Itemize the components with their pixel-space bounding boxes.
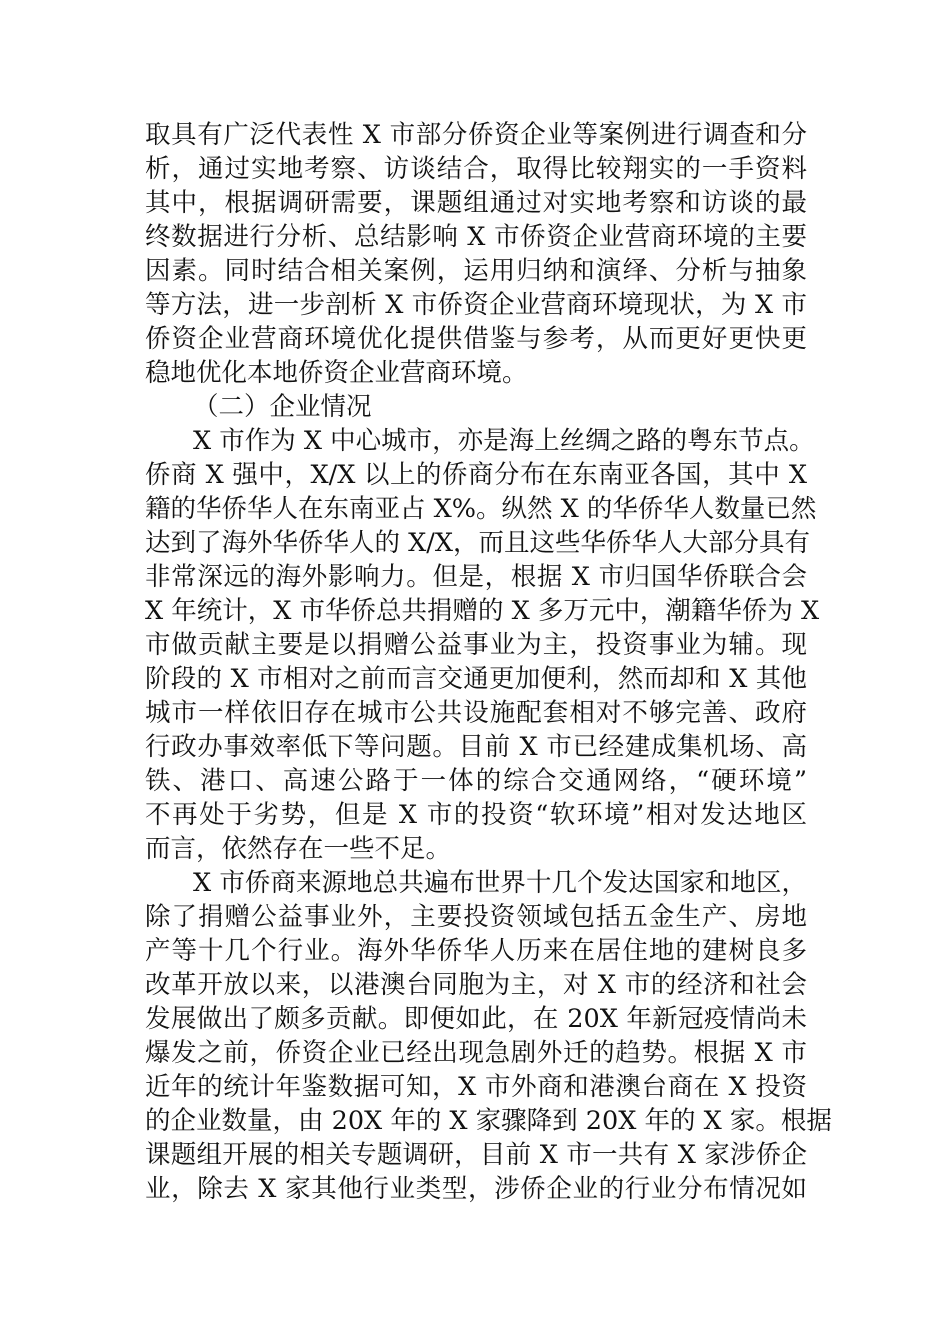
text-line: 行政办事效率低下等问题。目前 X 市已经建成集机场、高 — [145, 732, 807, 762]
text-line: 业，除去 X 家其他行业类型，涉侨企业的行业分布情况如 — [145, 1174, 807, 1204]
text-line: 不再处于劣势，但是 X 市的投资“软环境”相对发达地区 — [145, 800, 807, 830]
text-line: 达到了海外华侨华人的 X/X，而且这些华侨华人大部分具有 — [145, 528, 811, 558]
text-line: 爆发之前，侨资企业已经出现急剧外迁的趋势。根据 X 市 — [145, 1038, 807, 1068]
text-line: X 年统计，X 市华侨总共捐赠的 X 多万元中，潮籍华侨为 X — [145, 596, 820, 626]
text-line: 因素。同时结合相关案例，运用归纳和演绎、分析与抽象 — [145, 256, 807, 286]
text-line: 阶段的 X 市相对之前而言交通更加便利，然而却和 X 其他 — [145, 664, 807, 694]
text-line: 侨资企业营商环境优化提供借鉴与参考，从而更好更快更 — [145, 324, 807, 354]
text-line: 籍的华侨华人在东南亚占 X%。纵然 X 的华侨华人数量已然 — [145, 494, 817, 524]
text-line: 稳地优化本地侨资企业营商环境。 — [145, 358, 528, 388]
text-line: 除了捐赠公益事业外，主要投资领域包括五金生产、房地 — [145, 902, 807, 932]
text-line: 析，通过实地考察、访谈结合，取得比较翔实的一手资料 — [145, 154, 807, 184]
text-line: 其中，根据调研需要，课题组通过对实地考察和访谈的最 — [145, 188, 807, 218]
text-line: 改革开放以来，以港澳台同胞为主，对 X 市的经济和社会 — [145, 970, 807, 1000]
text-line: 终数据进行分析、总结影响 X 市侨资企业营商环境的主要 — [145, 222, 807, 252]
text-line: 取具有广泛代表性 X 市部分侨资企业等案例进行调查和分 — [145, 120, 807, 150]
text-line: X 市作为 X 中心城市，亦是海上丝绸之路的粤东节点。 — [193, 426, 815, 456]
text-line: 课题组开展的相关专题调研，目前 X 市一共有 X 家涉侨企 — [145, 1140, 807, 1170]
text-line: 侨商 X 强中，X/X 以上的侨商分布在东南亚各国，其中 X — [145, 460, 807, 490]
text-line: 产等十几个行业。海外华侨华人历来在居住地的建树良多 — [145, 936, 807, 966]
text-line: 发展做出了颇多贡献。即便如此，在 20X 年新冠疫情尚未 — [145, 1004, 807, 1034]
text-line: 非常深远的海外影响力。但是，根据 X 市归国华侨联合会 — [145, 562, 807, 592]
text-line: X 市侨商来源地总共遍布世界十几个发达国家和地区， — [193, 868, 807, 898]
text-line: 近年的统计年鉴数据可知，X 市外商和港澳台商在 X 投资 — [145, 1072, 807, 1102]
text-line: 等方法，进一步剖析 X 市侨资企业营商环境现状，为 X 市 — [145, 290, 807, 320]
text-line: 市做贡献主要是以捐赠公益事业为主，投资事业为辅。现 — [145, 630, 807, 660]
section-heading: （二）企业情况 — [193, 392, 372, 422]
text-line: 的企业数量，由 20X 年的 X 家骤降到 20X 年的 X 家。根据 — [145, 1106, 832, 1136]
text-line: 而言，依然存在一些不足。 — [145, 834, 452, 864]
text-line: 铁、港口、高速公路于一体的综合交通网络，“硬环境” — [145, 766, 807, 796]
text-line: 城市一样依旧存在城市公共设施配套相对不够完善、政府 — [145, 698, 807, 728]
